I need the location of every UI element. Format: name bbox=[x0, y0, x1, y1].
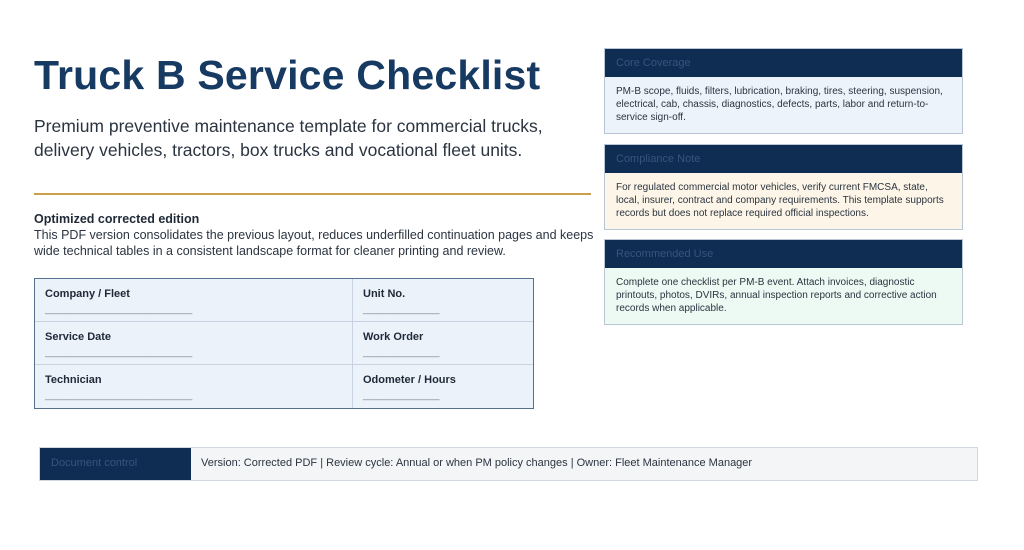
service-date-field[interactable] bbox=[35, 322, 353, 365]
edition-text: This PDF version consolidates the previous layout, reduces underfilled continuation pages and keeps wide technical tables in a consistent landscape format for cleaner printing and review. bbox=[34, 228, 594, 258]
field-blank-line: _____________________________ bbox=[45, 304, 192, 315]
field-blank-line: _______________ bbox=[363, 390, 439, 401]
unit-no-field[interactable] bbox=[353, 279, 533, 322]
odometer-hours-field[interactable] bbox=[353, 365, 533, 408]
document-control-label: Document control bbox=[40, 448, 191, 480]
field-label: Work Order bbox=[363, 331, 424, 343]
page-title: Truck B Service Checklist bbox=[34, 52, 541, 98]
field-label: Service Date bbox=[45, 331, 112, 343]
work-order-field[interactable] bbox=[353, 322, 533, 365]
panel-text: Complete one checklist per PM-B event. Attach invoices, diagnostic printouts, photos, DVIRs, annual inspection reports and corrective action records when applicable. bbox=[605, 268, 962, 324]
field-label: Technician bbox=[45, 374, 102, 386]
panel-text: For regulated commercial motor vehicles, verify current FMCSA, state, local, insurer, contract and company requirements. This template supports records but does not replace required official inspections. bbox=[605, 173, 962, 229]
page-subtitle: Premium preventive maintenance template for commercial trucks, delivery vehicles, tractors, box trucks and vocational fleet units. bbox=[34, 116, 543, 160]
company-fleet-field[interactable] bbox=[35, 279, 353, 322]
field-blank-line: _____________________________ bbox=[45, 347, 192, 358]
technician-field[interactable] bbox=[35, 365, 353, 408]
document-control-text: Version: Corrected PDF | Review cycle: Annual or when PM policy changes | Owner: Fleet Maintenance Manager bbox=[201, 457, 753, 469]
panel-title: Core Coverage bbox=[605, 49, 962, 77]
compliance-note-panel bbox=[604, 144, 963, 230]
vehicle-info-form bbox=[34, 278, 534, 409]
panel-title: Compliance Note bbox=[605, 145, 962, 173]
field-blank-line: _______________ bbox=[363, 347, 439, 358]
core-coverage-panel bbox=[604, 48, 963, 134]
field-blank-line: _______________ bbox=[363, 304, 439, 315]
edition-heading: Optimized corrected edition bbox=[34, 212, 200, 226]
document-control-bar bbox=[39, 447, 978, 481]
field-label: Unit No. bbox=[363, 288, 406, 300]
field-label: Odometer / Hours bbox=[363, 374, 456, 386]
divider bbox=[34, 193, 591, 195]
field-blank-line: _____________________________ bbox=[45, 390, 192, 401]
field-label: Company / Fleet bbox=[45, 288, 130, 300]
panel-title: Recommended Use bbox=[605, 240, 962, 268]
panel-text: PM-B scope, fluids, filters, lubrication, braking, tires, steering, suspension, electrical, cab, chassis, diagnostics, defects, parts, labor and return-to-service sign-off. bbox=[605, 77, 962, 133]
recommended-use-panel bbox=[604, 239, 963, 325]
